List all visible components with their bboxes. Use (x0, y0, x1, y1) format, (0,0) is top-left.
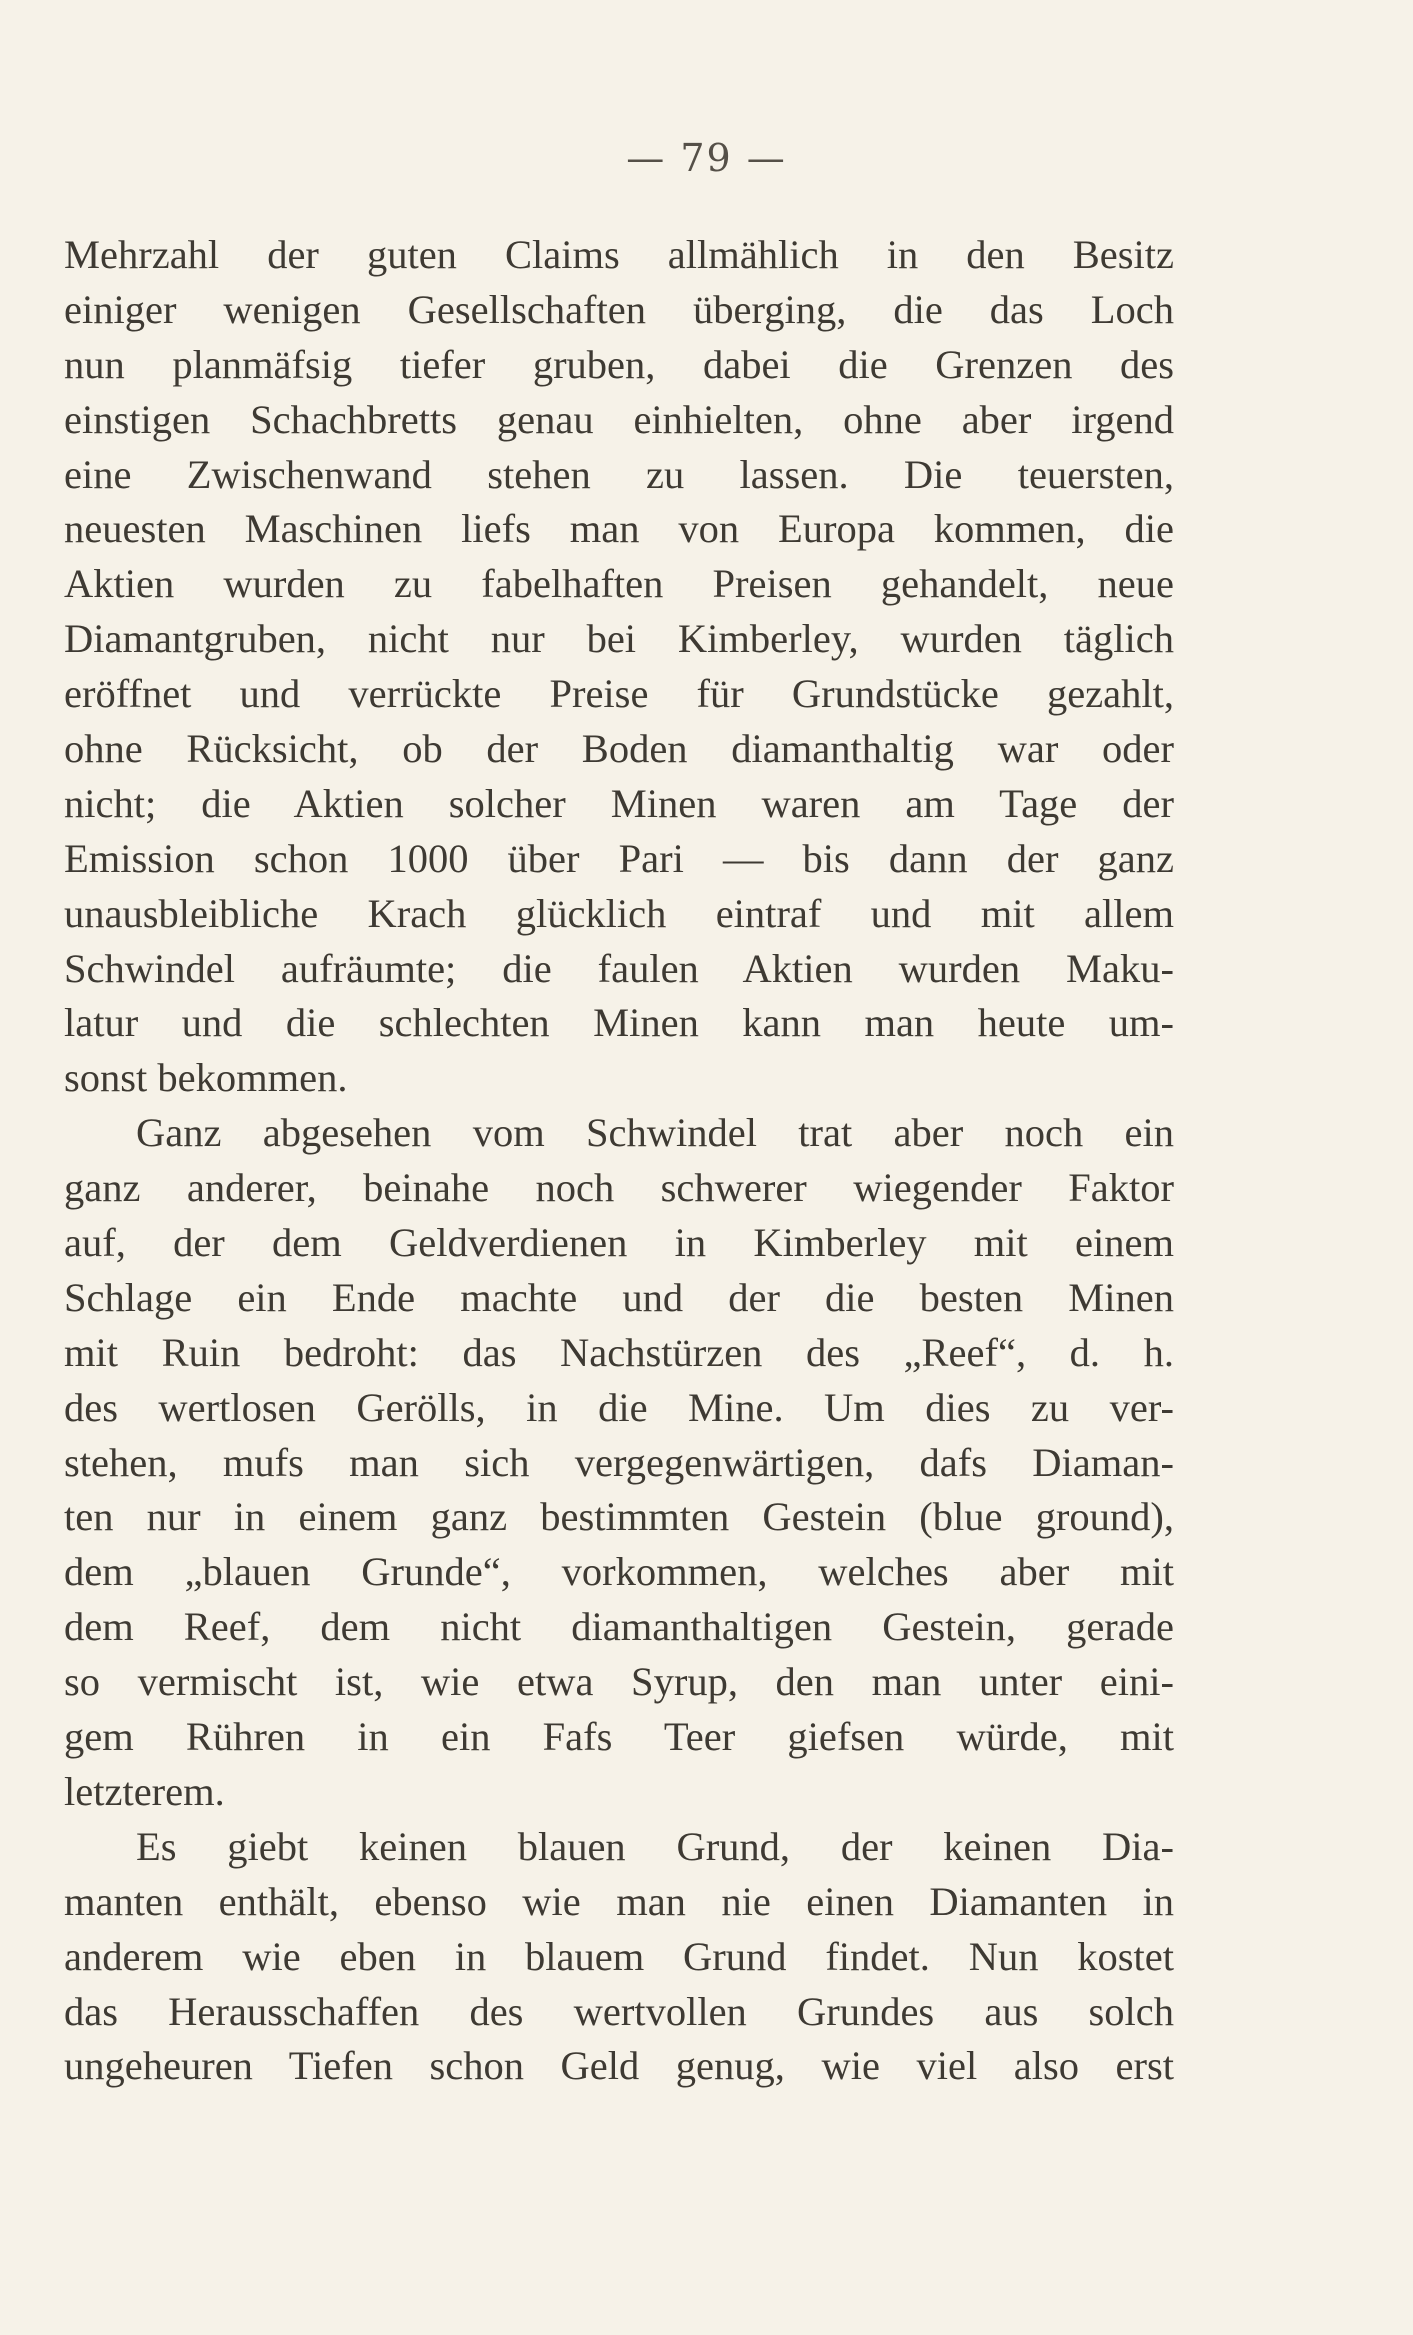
text-line: Emission schon 1000 über Pari — bis dann der ganz (64, 835, 1174, 881)
text-line: ohne Rücksicht, ob der Boden diamanthaltig war oder (64, 726, 1174, 772)
paragraph-3 (64, 1820, 1174, 2094)
text-line: ten nur in einem ganz bestimmten Gestein (blue ground), (64, 1494, 1174, 1540)
text-line: dem „blauen Grunde“, vorkommen, welches aber mit (64, 1549, 1174, 1595)
text-line: dem Reef, dem nicht diamanthaltigen Gestein, gerade (64, 1604, 1174, 1650)
text-line: stehen, mufs man sich vergegenwärtigen, dafs Diaman- (64, 1439, 1174, 1485)
text-line: ganz anderer, beinahe noch schwerer wiegender Faktor (64, 1165, 1174, 1211)
text-line: Mehrzahl der guten Claims allmählich in den Besitz (64, 232, 1174, 277)
body-text (64, 228, 1174, 2094)
text-line: anderem wie eben in blauem Grund findet. Nun kostet (64, 1933, 1174, 1979)
paragraph-2 (64, 1106, 1174, 1820)
page-number: — 79 — (626, 136, 787, 180)
text-line: sonst bekommen. (64, 1055, 348, 1101)
text-line: neuesten Maschinen liefs man von Europa kommen, die (64, 506, 1174, 552)
text-line: des wertlosen Gerölls, in die Mine. Um dies zu ver- (64, 1384, 1174, 1430)
text-line: Ganz abgesehen vom Schwindel trat aber noch ein (136, 1110, 1174, 1156)
text-line: Schlage ein Ende machte und der die besten Minen (64, 1274, 1174, 1320)
text-line: ungeheuren Tiefen schon Geld genug, wie viel also erst (64, 2043, 1174, 2089)
text-line: letzterem. (64, 1768, 225, 1814)
text-line: einiger wenigen Gesellschaften überging, die das Loch (64, 286, 1174, 332)
text-line: Schwindel aufräumte; die faulen Aktien wurden Maku- (64, 945, 1174, 991)
text-line: auf, der dem Geldverdienen in Kimberley mit einem (64, 1220, 1174, 1266)
text-line: gem Rühren in ein Fafs Teer giefsen würde, mit (64, 1714, 1174, 1760)
text-line: einstigen Schachbretts genau einhielten, ohne aber irgend (64, 396, 1174, 442)
paragraph-1 (64, 228, 1174, 1106)
text-line: eröffnet und verrückte Preise für Grundstücke gezahlt, (64, 671, 1174, 717)
text-line: manten enthält, ebenso wie man nie einen Diamanten in (64, 1878, 1174, 1924)
text-line: Diamantgruben, nicht nur bei Kimberley, wurden täglich (64, 616, 1174, 662)
text-line: nicht; die Aktien solcher Minen waren am Tage der (64, 780, 1174, 826)
text-line: nun planmäfsig tiefer gruben, dabei die Grenzen des (64, 341, 1174, 387)
text-line: unausbleibliche Krach glücklich eintraf und mit allem (64, 890, 1174, 936)
text-line: so vermischt ist, wie etwa Syrup, den man unter eini- (64, 1659, 1174, 1705)
text-line: das Herausschaffen des wertvollen Grundes aus solch (64, 1988, 1174, 2034)
text-line: Es giebt keinen blauen Grund, der keinen Dia- (136, 1823, 1174, 1869)
text-line: eine Zwischenwand stehen zu lassen. Die teuersten, (64, 451, 1174, 497)
text-line: latur und die schlechten Minen kann man heute um- (64, 1000, 1174, 1046)
text-line: Aktien wurden zu fabelhaften Preisen gehandelt, neue (64, 561, 1174, 607)
text-line: mit Ruin bedroht: das Nachstürzen des „Reef“, d. h. (64, 1329, 1174, 1375)
